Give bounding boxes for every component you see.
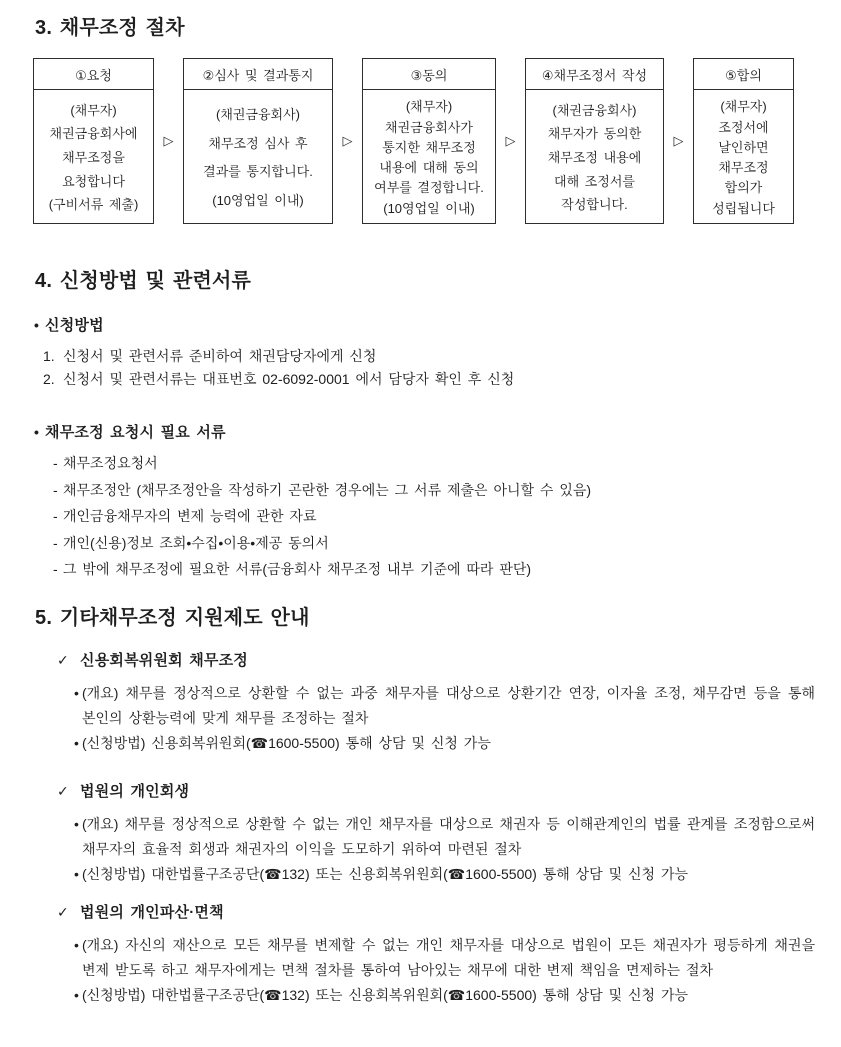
flow-step-line: (구비서류 제출) (48, 197, 139, 213)
bullet-icon: • (74, 684, 79, 701)
flow-arrow-icon: ▷ (163, 133, 174, 148)
program-overview (74, 933, 815, 983)
item-text: 그 밖에 채무조정에 필요한 서류(금융회사 채무조정 내부 기준에 따라 판단) (63, 561, 532, 577)
program-apply-method (74, 862, 815, 887)
flow-step-body (694, 90, 793, 223)
bullet-icon: • (34, 424, 39, 440)
flow-step-line: 여부를 결정합니다. (374, 180, 484, 196)
program-apply-method (74, 731, 815, 756)
flow-step-line: (채무자) (720, 99, 767, 115)
section-5-title: 5. 기타채무조정 지원제도 안내 (35, 606, 310, 629)
flow-step-line: 내용에 대해 동의 (379, 160, 479, 176)
dash-icon: - (53, 455, 58, 471)
item-text: 채무조정안 (채무조정안을 작성하기 곤란한 경우에는 그 서류 제출은 아니할 수 있음) (63, 481, 592, 498)
check-icon: ✓ (57, 782, 69, 799)
bullet-text: (개요) 채무를 정상적으로 상환할 수 없는 개인 채무자를 대상으로 채권자 등 이해관계인의 법률 관계를 조정함으로써 채무자의 효율적 회생과 채권자의 이익을 도모하기 위하여 마련된 절차 (82, 815, 815, 857)
bullet-icon: • (74, 815, 79, 832)
flow-step-line: 통지한 채무조정 (382, 139, 476, 155)
item-text: 신청서 및 관련서류 준비하여 채권담당자에게 신청 (63, 348, 377, 364)
debt-adjustment-flowchart (33, 58, 794, 224)
flow-step-line: 날인하면 (718, 139, 769, 155)
flow-step-line: 채무자가 동의한 (547, 126, 642, 142)
flow-step-line: 결과를 통지합니다. (203, 164, 313, 180)
flow-step-header: ②심사 및 결과통지 (184, 59, 332, 90)
section-4-title: 4. 신청방법 및 관련서류 (35, 270, 252, 292)
flow-step-line: (채권금융회사) (552, 102, 637, 118)
flow-step-line: 요청합니다 (62, 173, 125, 189)
flow-step-header: ⑤합의 (694, 59, 793, 90)
flow-step-line: (10영업일 이내) (383, 200, 475, 216)
flow-step-line: (10영업일 이내) (212, 192, 304, 208)
check-icon: ✓ (57, 903, 69, 920)
heading-label: 채무조정 요청시 필요 서류 (45, 424, 226, 441)
required-documents-heading (34, 423, 841, 442)
flow-step-line: 작성합니다. (561, 197, 628, 213)
flow-step-header: ④채무조정서 작성 (526, 59, 663, 90)
flow-step-request (33, 58, 154, 224)
flow-step-body (526, 90, 663, 223)
program-apply-method (74, 983, 815, 1008)
flow-arrow-icon: ▷ (342, 133, 353, 148)
item-number: 1. (43, 348, 55, 364)
program-heading-row (57, 903, 841, 922)
flow-step-line: 성립됩니다 (712, 200, 775, 216)
flow-step-body (34, 90, 153, 223)
dash-icon: - (53, 534, 58, 551)
flow-step-body (363, 90, 495, 223)
flow-step-line: 채권금융회사가 (385, 119, 473, 135)
flow-step-body (184, 90, 332, 223)
program-overview (74, 812, 815, 862)
program-overview (74, 681, 815, 731)
program-heading-row (57, 782, 841, 801)
list-item (53, 503, 841, 530)
flow-step-line: (채무자) (70, 102, 117, 118)
bullet-text: (개요) 자신의 재산으로 모든 채무를 변제할 수 없는 개인 채무자를 대상으로 법원이 모든 채권자가 평등하게 채권을 변제 받도록 하고 채무자에게는 면책 절차를 통하여 남아있는 채무에 대한 변제 책임을 면제하는 절차 (82, 936, 815, 978)
flow-step-line: 채무조정 심사 후 (208, 135, 308, 151)
flow-step-line: (채무자) (405, 99, 453, 115)
application-method-list (43, 345, 841, 391)
flow-step-line: 조정서에 (718, 119, 769, 135)
bullet-icon: • (74, 986, 79, 1003)
program-heading-row (57, 651, 841, 670)
item-text: 개인금융채무자의 변제 능력에 관한 자료 (63, 508, 317, 524)
list-item (43, 345, 841, 368)
bullet-icon: • (34, 317, 39, 333)
item-text: 개인(신용)정보 조회•수집•이용•제공 동의서 (63, 534, 329, 551)
list-item (43, 368, 841, 391)
flow-step-header: ③동의 (363, 59, 495, 90)
item-number: 2. (43, 371, 55, 387)
program-details (74, 812, 815, 887)
bullet-text: (개요) 채무를 정상적으로 상환할 수 없는 과중 채무자를 대상으로 상환기간 연장, 이자율 조정, 채무감면 등을 통해 본인의 상환능력에 맞게 채무를 조정하는 절차 (82, 684, 815, 726)
check-icon: ✓ (57, 651, 69, 668)
flow-step-line: 합의가 (724, 180, 763, 196)
bullet-text: (신청방법) 대한법률구조공단(☎132) 또는 신용회복위원회(☎1600-5500) 통해 상담 및 신청 가능 (82, 865, 688, 882)
flow-step-agreement (693, 58, 794, 224)
program-heading: 법원의 개인회생 (80, 782, 190, 800)
bullet-text: (신청방법) 신용회복위원회(☎1600-5500) 통해 상담 및 신청 가능 (82, 734, 491, 751)
flow-step-line: 대해 조정서를 (554, 173, 635, 189)
flow-step-line: 채무조정 내용에 (547, 149, 642, 165)
list-item (53, 450, 841, 477)
section-3-title: 3. 채무조정 절차 (35, 17, 185, 39)
dash-icon: - (53, 561, 58, 577)
flow-step-line: (채권금융회사) (215, 107, 300, 123)
required-documents-list (53, 450, 841, 583)
bullet-icon: • (74, 865, 79, 882)
bullet-icon: • (74, 734, 79, 751)
item-text: 신청서 및 관련서류는 대표번호 02-6092-0001 에서 담당자 확인 후 신청 (63, 371, 515, 387)
program-details (74, 933, 815, 1008)
list-item (53, 530, 841, 557)
dash-icon: - (53, 481, 58, 498)
application-method-heading (34, 316, 841, 335)
item-text: 채무조정요청서 (63, 455, 158, 471)
program-personal-bankruptcy (57, 903, 841, 1008)
flow-step-consent (362, 58, 496, 224)
flow-arrow-icon: ▷ (505, 133, 516, 148)
bullet-icon: • (74, 936, 79, 953)
program-personal-rehabilitation (57, 782, 841, 887)
flow-step-line: 채무조정을 (62, 149, 125, 165)
flow-step-draft (525, 58, 664, 224)
list-item (53, 556, 841, 583)
program-details (74, 681, 815, 756)
program-heading: 법원의 개인파산·면책 (80, 903, 224, 921)
flow-step-line: 채권금융회사에 (49, 126, 138, 142)
flow-step-line: 채무조정 (718, 160, 769, 176)
list-item (53, 477, 841, 504)
dash-icon: - (53, 508, 58, 524)
flow-arrow-icon: ▷ (673, 133, 684, 148)
bullet-text: (신청방법) 대한법률구조공단(☎132) 또는 신용회복위원회(☎1600-5500) 통해 상담 및 신청 가능 (82, 986, 688, 1003)
heading-label: 신청방법 (45, 317, 104, 334)
flow-step-review (183, 58, 333, 224)
program-heading: 신용회복위원회 채무조정 (80, 651, 248, 669)
program-credit-recovery (57, 651, 841, 756)
flow-step-header: ①요청 (34, 59, 153, 90)
